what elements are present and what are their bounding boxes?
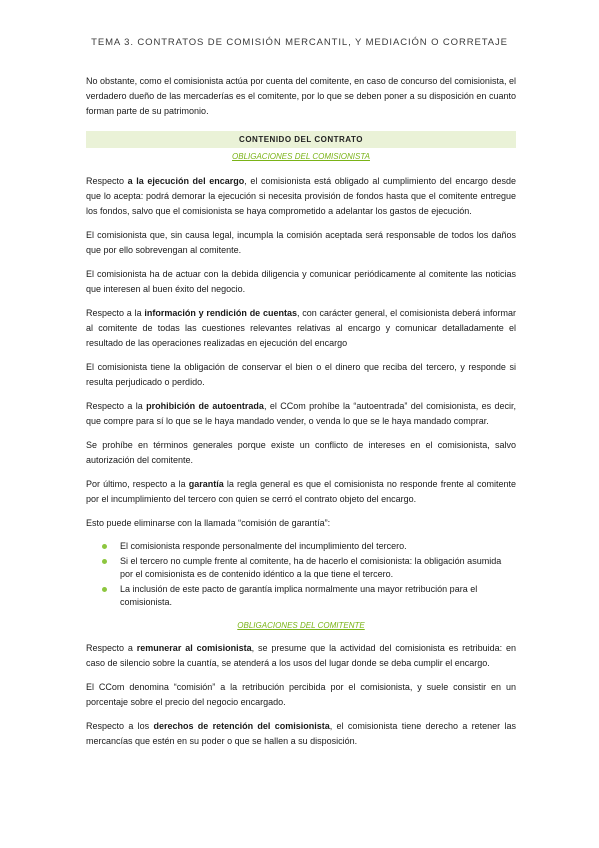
list-item: La inclusión de este pacto de garantía implica normalmente una mayor retribución para el comisionista. [102,583,516,609]
bold-term: garantía [188,479,224,489]
bold-term: derechos de retención del comisionista [153,721,330,731]
bullet-icon [102,587,107,592]
subheading-obligaciones-comisionista: OBLIGACIONES DEL COMISIONISTA [232,152,370,161]
bullet-list [86,540,516,609]
bold-term: remunerar al comisionista [136,643,252,653]
paragraph-conservacion: El comisionista tiene la obligación de conservar el bien o el dinero que reciba del tercero, y responde si resulta perjudicado o perdido. [86,362,516,387]
paragraph-responsabilidad: El comisionista que, sin causa legal, incumpla la comisión aceptada será responsable de todos los daños que por ello sobrevengan al comitente. [86,230,516,255]
list-item: El comisionista responde personalmente del incumplimiento del tercero. [102,540,516,553]
list-item: Si el tercero no cumple frente al comitente, ha de hacerlo el comisionista: la obligación asumida por el comisionista es de contenido idéntico a la que tiene el tercero. [102,555,516,581]
paragraph-prohibicion: Se prohíbe en términos generales porque existe un conflicto de intereses en el comisionista, salvo autorización del comitente. [86,440,516,465]
paragraph-garantia: Por último, respecto a la garantía la regla general es que el comisionista no responde frente al comitente por el incumplimiento del tercero con quien se cerró el contrato objeto del encargo. [86,479,517,504]
bullet-icon [102,559,107,564]
paragraph-comision-garantia: Esto puede eliminarse con la llamada “comisión de garantía”: [86,518,331,528]
paragraph-informacion: Respecto a la información y rendición de cuentas, con carácter general, el comisionista deberá informar al comitente de todas las cuestiones relevantes relativas al encargo y comunicar detalladamente el resultado de las operaciones realizadas en ejecución del encargo [86,308,516,348]
paragraph-autoentrada: Respecto a la prohibición de autoentrada, el CCom prohíbe la “autoentrada” del comisionista, es decir, que compre para sí lo que se le haya mandado vender, o venda lo que se le haya mandado comprar. [86,401,516,426]
intro-paragraph: No obstante, como el comisionista actúa por cuenta del comitente, en caso de concurso del comisionista, el verdadero dueño de las mercaderías es el comitente, por lo que se deben poner a su disposición en cuanto forman parte de su patrimonio. [86,76,516,116]
paragraph-remuneracion: Respecto a remunerar al comisionista, se presume que la actividad del comisionista es retribuida: en caso de silencio sobre la cuantía, se atenderá a los usos del lugar donde se deba cumplir el encargo. [86,643,517,668]
paragraph-ejecucion: Respecto a la ejecución del encargo, el comisionista está obligado al cumplimiento del encargo desde que lo acepta: podrá demorar la ejecución si necesita provisión de fondos hasta que el comitente entregue los fondos, salvo que el comisionista se haya comprometido a adelantar los gastos de ejecución. [86,176,517,216]
bold-term: información y rendición de cuentas [144,308,297,318]
page-header: TEMA 3. CONTRATOS DE COMISIÓN MERCANTIL, Y MEDIACIÓN O CORRETAJE [91,37,508,48]
bold-term: a la ejecución del encargo [127,176,245,186]
paragraph-comision: El CCom denomina “comisión” a la retribución percibida por el comisionista, y suele consistir en un porcentaje sobre el precio del negocio encargado. [86,682,516,707]
bold-term: prohibición de autoentrada [146,401,264,411]
section-title: CONTENIDO DEL CONTRATO [86,131,516,148]
subheading-obligaciones-comitente: OBLIGACIONES DEL COMITENTE [237,621,365,630]
document-body [86,74,516,758]
bullet-icon [102,544,107,549]
paragraph-retencion: Respecto a los derechos de retención del comisionista, el comisionista tiene derecho a retener las mercancías que estén en su poder o que se hallen a su disposición. [86,721,516,746]
paragraph-diligencia: El comisionista ha de actuar con la debida diligencia y comunicar periódicamente al comitente las noticias que interesen al buen éxito del negocio. [86,269,516,294]
